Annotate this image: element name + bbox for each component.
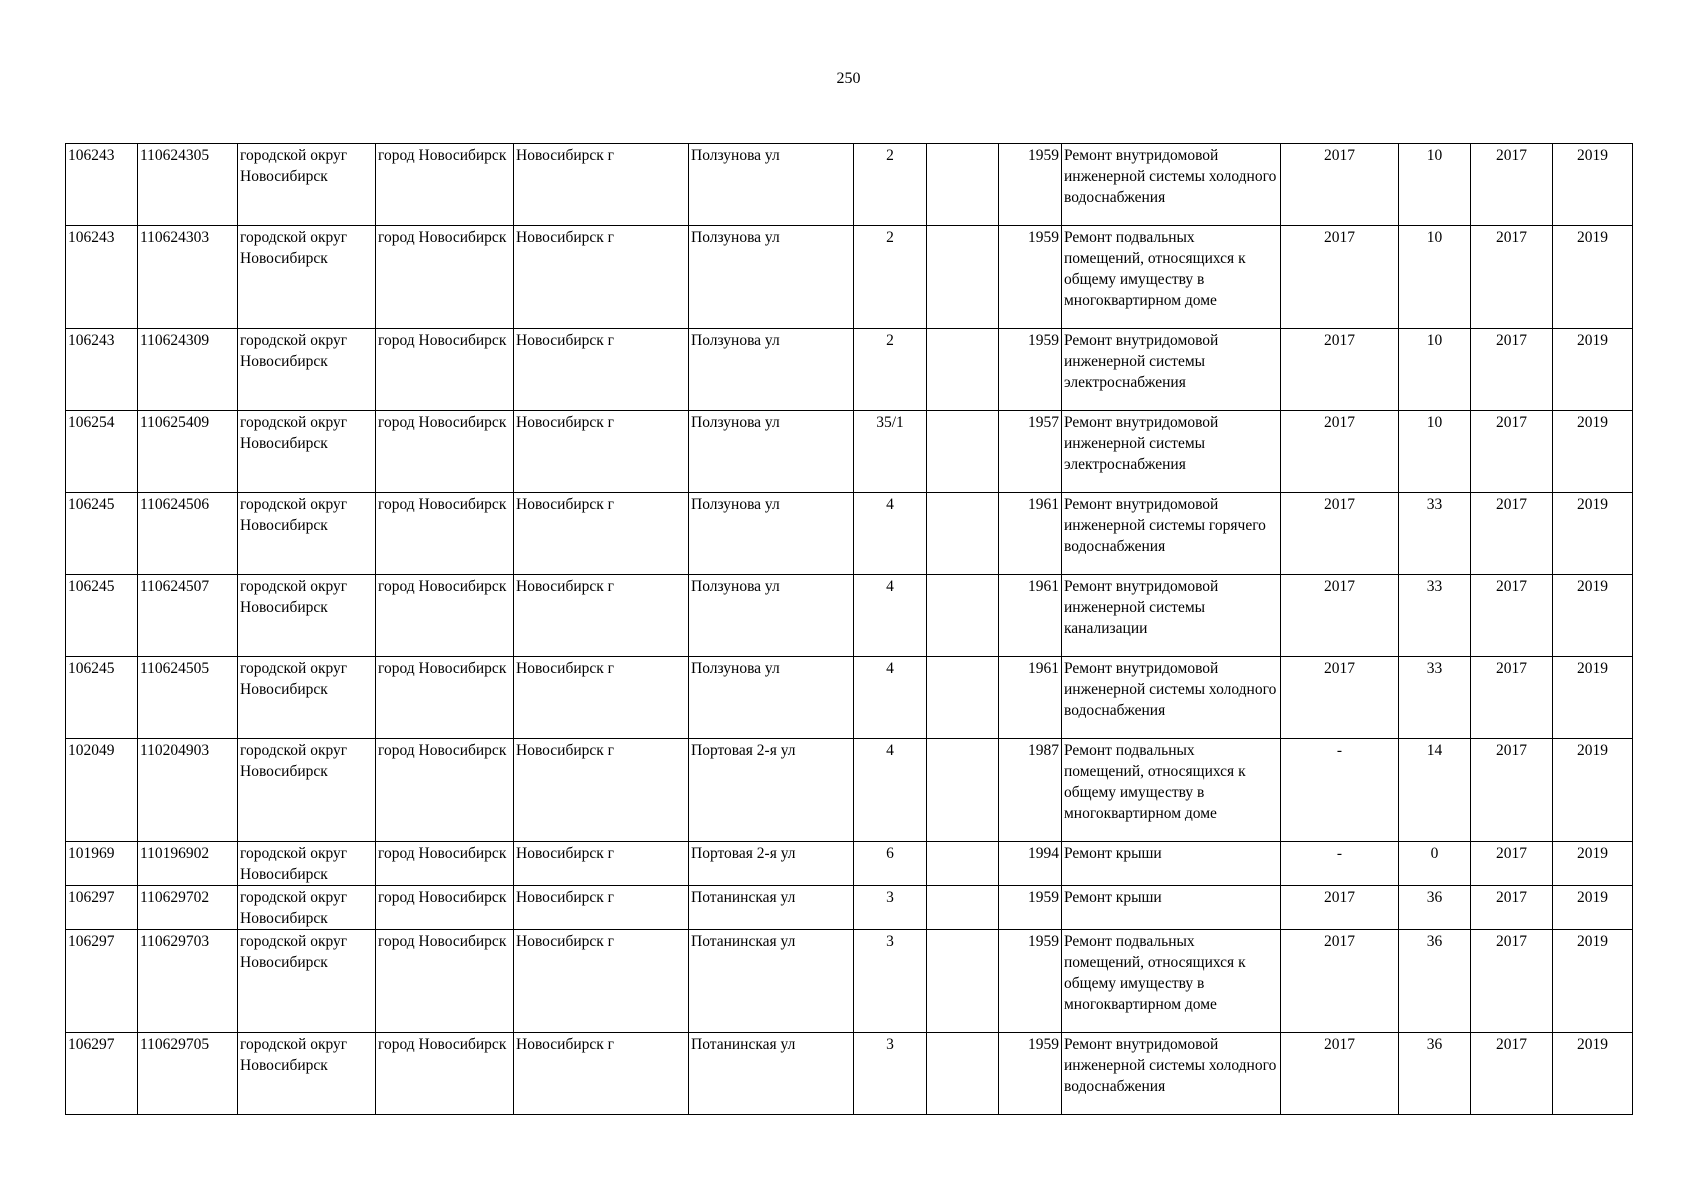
start-year-cell: 2017 [1471, 411, 1553, 493]
settlement-cell: город Новосибирск [376, 493, 514, 575]
plan-year-cell: 2017 [1281, 930, 1399, 1033]
locality-cell: Новосибирск г [514, 1033, 689, 1115]
wear-percent-cell: 36 [1399, 1033, 1471, 1115]
building-cell [927, 144, 999, 226]
work-code-cell: 110624505 [138, 657, 238, 739]
work-code-cell: 110625409 [138, 411, 238, 493]
table-row [66, 657, 1633, 739]
work-type-cell: Ремонт подвальных помещений, относящихся к общему имуществу в многоквартирном доме [1062, 739, 1281, 842]
work-type-cell: Ремонт внутридомовой инженерной системы горячего водоснабжения [1062, 493, 1281, 575]
house-id-cell: 106297 [66, 1033, 138, 1115]
build-year-cell: 1959 [999, 930, 1062, 1033]
plan-year-cell: 2017 [1281, 411, 1399, 493]
house-number-cell: 4 [854, 739, 927, 842]
work-type-cell: Ремонт внутридомовой инженерной системы холодного водоснабжения [1062, 1033, 1281, 1115]
work-code-cell: 110629703 [138, 930, 238, 1033]
wear-percent-cell: 10 [1399, 329, 1471, 411]
work-code-cell: 110624305 [138, 144, 238, 226]
end-year-cell: 2019 [1553, 144, 1633, 226]
start-year-cell: 2017 [1471, 493, 1553, 575]
street-cell: Ползунова ул [689, 226, 854, 329]
district-cell: городской округ Новосибирск [238, 411, 376, 493]
work-type-cell: Ремонт внутридомовой инженерной системы холодного водоснабжения [1062, 657, 1281, 739]
locality-cell: Новосибирск г [514, 226, 689, 329]
end-year-cell: 2019 [1553, 1033, 1633, 1115]
street-cell: Ползунова ул [689, 411, 854, 493]
house-number-cell: 2 [854, 226, 927, 329]
build-year-cell: 1959 [999, 226, 1062, 329]
house-id-cell: 106245 [66, 657, 138, 739]
house-id-cell: 106243 [66, 329, 138, 411]
locality-cell: Новосибирск г [514, 739, 689, 842]
work-code-cell: 110624506 [138, 493, 238, 575]
work-code-cell: 110629702 [138, 886, 238, 930]
wear-percent-cell: 33 [1399, 657, 1471, 739]
build-year-cell: 1987 [999, 739, 1062, 842]
table-row [66, 739, 1633, 842]
start-year-cell: 2017 [1471, 226, 1553, 329]
building-cell [927, 886, 999, 930]
street-cell: Ползунова ул [689, 493, 854, 575]
building-cell [927, 493, 999, 575]
table-row [66, 930, 1633, 1033]
district-cell: городской округ Новосибирск [238, 575, 376, 657]
house-number-cell: 4 [854, 575, 927, 657]
start-year-cell: 2017 [1471, 329, 1553, 411]
house-id-cell: 106297 [66, 886, 138, 930]
settlement-cell: город Новосибирск [376, 739, 514, 842]
house-number-cell: 4 [854, 493, 927, 575]
wear-percent-cell: 10 [1399, 411, 1471, 493]
house-id-cell: 106245 [66, 575, 138, 657]
house-number-cell: 3 [854, 886, 927, 930]
house-id-cell: 106243 [66, 144, 138, 226]
table-row [66, 493, 1633, 575]
locality-cell: Новосибирск г [514, 144, 689, 226]
work-type-cell: Ремонт внутридомовой инженерной системы холодного водоснабжения [1062, 144, 1281, 226]
building-cell [927, 657, 999, 739]
district-cell: городской округ Новосибирск [238, 226, 376, 329]
house-id-cell: 102049 [66, 739, 138, 842]
start-year-cell: 2017 [1471, 886, 1553, 930]
house-number-cell: 2 [854, 329, 927, 411]
building-cell [927, 930, 999, 1033]
start-year-cell: 2017 [1471, 144, 1553, 226]
start-year-cell: 2017 [1471, 930, 1553, 1033]
district-cell: городской округ Новосибирск [238, 493, 376, 575]
settlement-cell: город Новосибирск [376, 144, 514, 226]
table-row [66, 1033, 1633, 1115]
build-year-cell: 1961 [999, 657, 1062, 739]
end-year-cell: 2019 [1553, 329, 1633, 411]
start-year-cell: 2017 [1471, 575, 1553, 657]
street-cell: Потанинская ул [689, 1033, 854, 1115]
settlement-cell: город Новосибирск [376, 329, 514, 411]
district-cell: городской округ Новосибирск [238, 739, 376, 842]
street-cell: Портовая 2-я ул [689, 739, 854, 842]
start-year-cell: 2017 [1471, 842, 1553, 886]
work-type-cell: Ремонт внутридомовой инженерной системы электроснабжения [1062, 411, 1281, 493]
house-id-cell: 106243 [66, 226, 138, 329]
page-number: 250 [836, 70, 861, 87]
locality-cell: Новосибирск г [514, 886, 689, 930]
building-cell [927, 842, 999, 886]
street-cell: Ползунова ул [689, 144, 854, 226]
end-year-cell: 2019 [1553, 930, 1633, 1033]
plan-year-cell: - [1281, 842, 1399, 886]
locality-cell: Новосибирск г [514, 930, 689, 1033]
table-row [66, 329, 1633, 411]
settlement-cell: город Новосибирск [376, 930, 514, 1033]
district-cell: городской округ Новосибирск [238, 886, 376, 930]
start-year-cell: 2017 [1471, 1033, 1553, 1115]
locality-cell: Новосибирск г [514, 575, 689, 657]
street-cell: Ползунова ул [689, 657, 854, 739]
house-number-cell: 3 [854, 930, 927, 1033]
settlement-cell: город Новосибирск [376, 411, 514, 493]
house-id-cell: 106297 [66, 930, 138, 1033]
end-year-cell: 2019 [1553, 493, 1633, 575]
house-id-cell: 101969 [66, 842, 138, 886]
end-year-cell: 2019 [1553, 842, 1633, 886]
building-cell [927, 575, 999, 657]
build-year-cell: 1959 [999, 329, 1062, 411]
settlement-cell: город Новосибирск [376, 1033, 514, 1115]
build-year-cell: 1994 [999, 842, 1062, 886]
street-cell: Ползунова ул [689, 575, 854, 657]
end-year-cell: 2019 [1553, 886, 1633, 930]
work-code-cell: 110624303 [138, 226, 238, 329]
work-code-cell: 110629705 [138, 1033, 238, 1115]
build-year-cell: 1959 [999, 886, 1062, 930]
house-number-cell: 3 [854, 1033, 927, 1115]
street-cell: Потанинская ул [689, 930, 854, 1033]
locality-cell: Новосибирск г [514, 329, 689, 411]
build-year-cell: 1957 [999, 411, 1062, 493]
wear-percent-cell: 10 [1399, 226, 1471, 329]
build-year-cell: 1961 [999, 575, 1062, 657]
work-type-cell: Ремонт внутридомовой инженерной системы электроснабжения [1062, 329, 1281, 411]
plan-year-cell: - [1281, 739, 1399, 842]
build-year-cell: 1961 [999, 493, 1062, 575]
work-type-cell: Ремонт внутридомовой инженерной системы канализации [1062, 575, 1281, 657]
wear-percent-cell: 36 [1399, 886, 1471, 930]
start-year-cell: 2017 [1471, 739, 1553, 842]
work-type-cell: Ремонт крыши [1062, 886, 1281, 930]
district-cell: городской округ Новосибирск [238, 1033, 376, 1115]
work-code-cell: 110204903 [138, 739, 238, 842]
locality-cell: Новосибирск г [514, 493, 689, 575]
end-year-cell: 2019 [1553, 575, 1633, 657]
wear-percent-cell: 33 [1399, 493, 1471, 575]
settlement-cell: город Новосибирск [376, 842, 514, 886]
district-cell: городской округ Новосибирск [238, 657, 376, 739]
house-number-cell: 4 [854, 657, 927, 739]
plan-year-cell: 2017 [1281, 575, 1399, 657]
building-cell [927, 329, 999, 411]
work-code-cell: 110624507 [138, 575, 238, 657]
settlement-cell: город Новосибирск [376, 226, 514, 329]
street-cell: Потанинская ул [689, 886, 854, 930]
wear-percent-cell: 14 [1399, 739, 1471, 842]
district-cell: городской округ Новосибирск [238, 842, 376, 886]
table-row [66, 886, 1633, 930]
locality-cell: Новосибирск г [514, 842, 689, 886]
building-cell [927, 1033, 999, 1115]
end-year-cell: 2019 [1553, 739, 1633, 842]
locality-cell: Новосибирск г [514, 657, 689, 739]
house-id-cell: 106245 [66, 493, 138, 575]
table-row [66, 575, 1633, 657]
plan-year-cell: 2017 [1281, 329, 1399, 411]
end-year-cell: 2019 [1553, 226, 1633, 329]
street-cell: Портовая 2-я ул [689, 842, 854, 886]
wear-percent-cell: 36 [1399, 930, 1471, 1033]
work-code-cell: 110196902 [138, 842, 238, 886]
house-number-cell: 6 [854, 842, 927, 886]
plan-year-cell: 2017 [1281, 1033, 1399, 1115]
settlement-cell: город Новосибирск [376, 886, 514, 930]
building-cell [927, 226, 999, 329]
work-type-cell: Ремонт крыши [1062, 842, 1281, 886]
registry-table [65, 143, 1633, 1115]
building-cell [927, 411, 999, 493]
table-row [66, 842, 1633, 886]
district-cell: городской округ Новосибирск [238, 144, 376, 226]
plan-year-cell: 2017 [1281, 144, 1399, 226]
locality-cell: Новосибирск г [514, 411, 689, 493]
house-number-cell: 35/1 [854, 411, 927, 493]
street-cell: Ползунова ул [689, 329, 854, 411]
work-code-cell: 110624309 [138, 329, 238, 411]
table-row [66, 226, 1633, 329]
table-row [66, 144, 1633, 226]
work-type-cell: Ремонт подвальных помещений, относящихся к общему имуществу в многоквартирном доме [1062, 226, 1281, 329]
build-year-cell: 1959 [999, 1033, 1062, 1115]
settlement-cell: город Новосибирск [376, 657, 514, 739]
start-year-cell: 2017 [1471, 657, 1553, 739]
plan-year-cell: 2017 [1281, 657, 1399, 739]
plan-year-cell: 2017 [1281, 226, 1399, 329]
house-number-cell: 2 [854, 144, 927, 226]
plan-year-cell: 2017 [1281, 886, 1399, 930]
district-cell: городской округ Новосибирск [238, 930, 376, 1033]
district-cell: городской округ Новосибирск [238, 329, 376, 411]
wear-percent-cell: 0 [1399, 842, 1471, 886]
table-row [66, 411, 1633, 493]
work-type-cell: Ремонт подвальных помещений, относящихся к общему имуществу в многоквартирном доме [1062, 930, 1281, 1033]
building-cell [927, 739, 999, 842]
plan-year-cell: 2017 [1281, 493, 1399, 575]
house-id-cell: 106254 [66, 411, 138, 493]
build-year-cell: 1959 [999, 144, 1062, 226]
settlement-cell: город Новосибирск [376, 575, 514, 657]
wear-percent-cell: 10 [1399, 144, 1471, 226]
wear-percent-cell: 33 [1399, 575, 1471, 657]
end-year-cell: 2019 [1553, 411, 1633, 493]
end-year-cell: 2019 [1553, 657, 1633, 739]
